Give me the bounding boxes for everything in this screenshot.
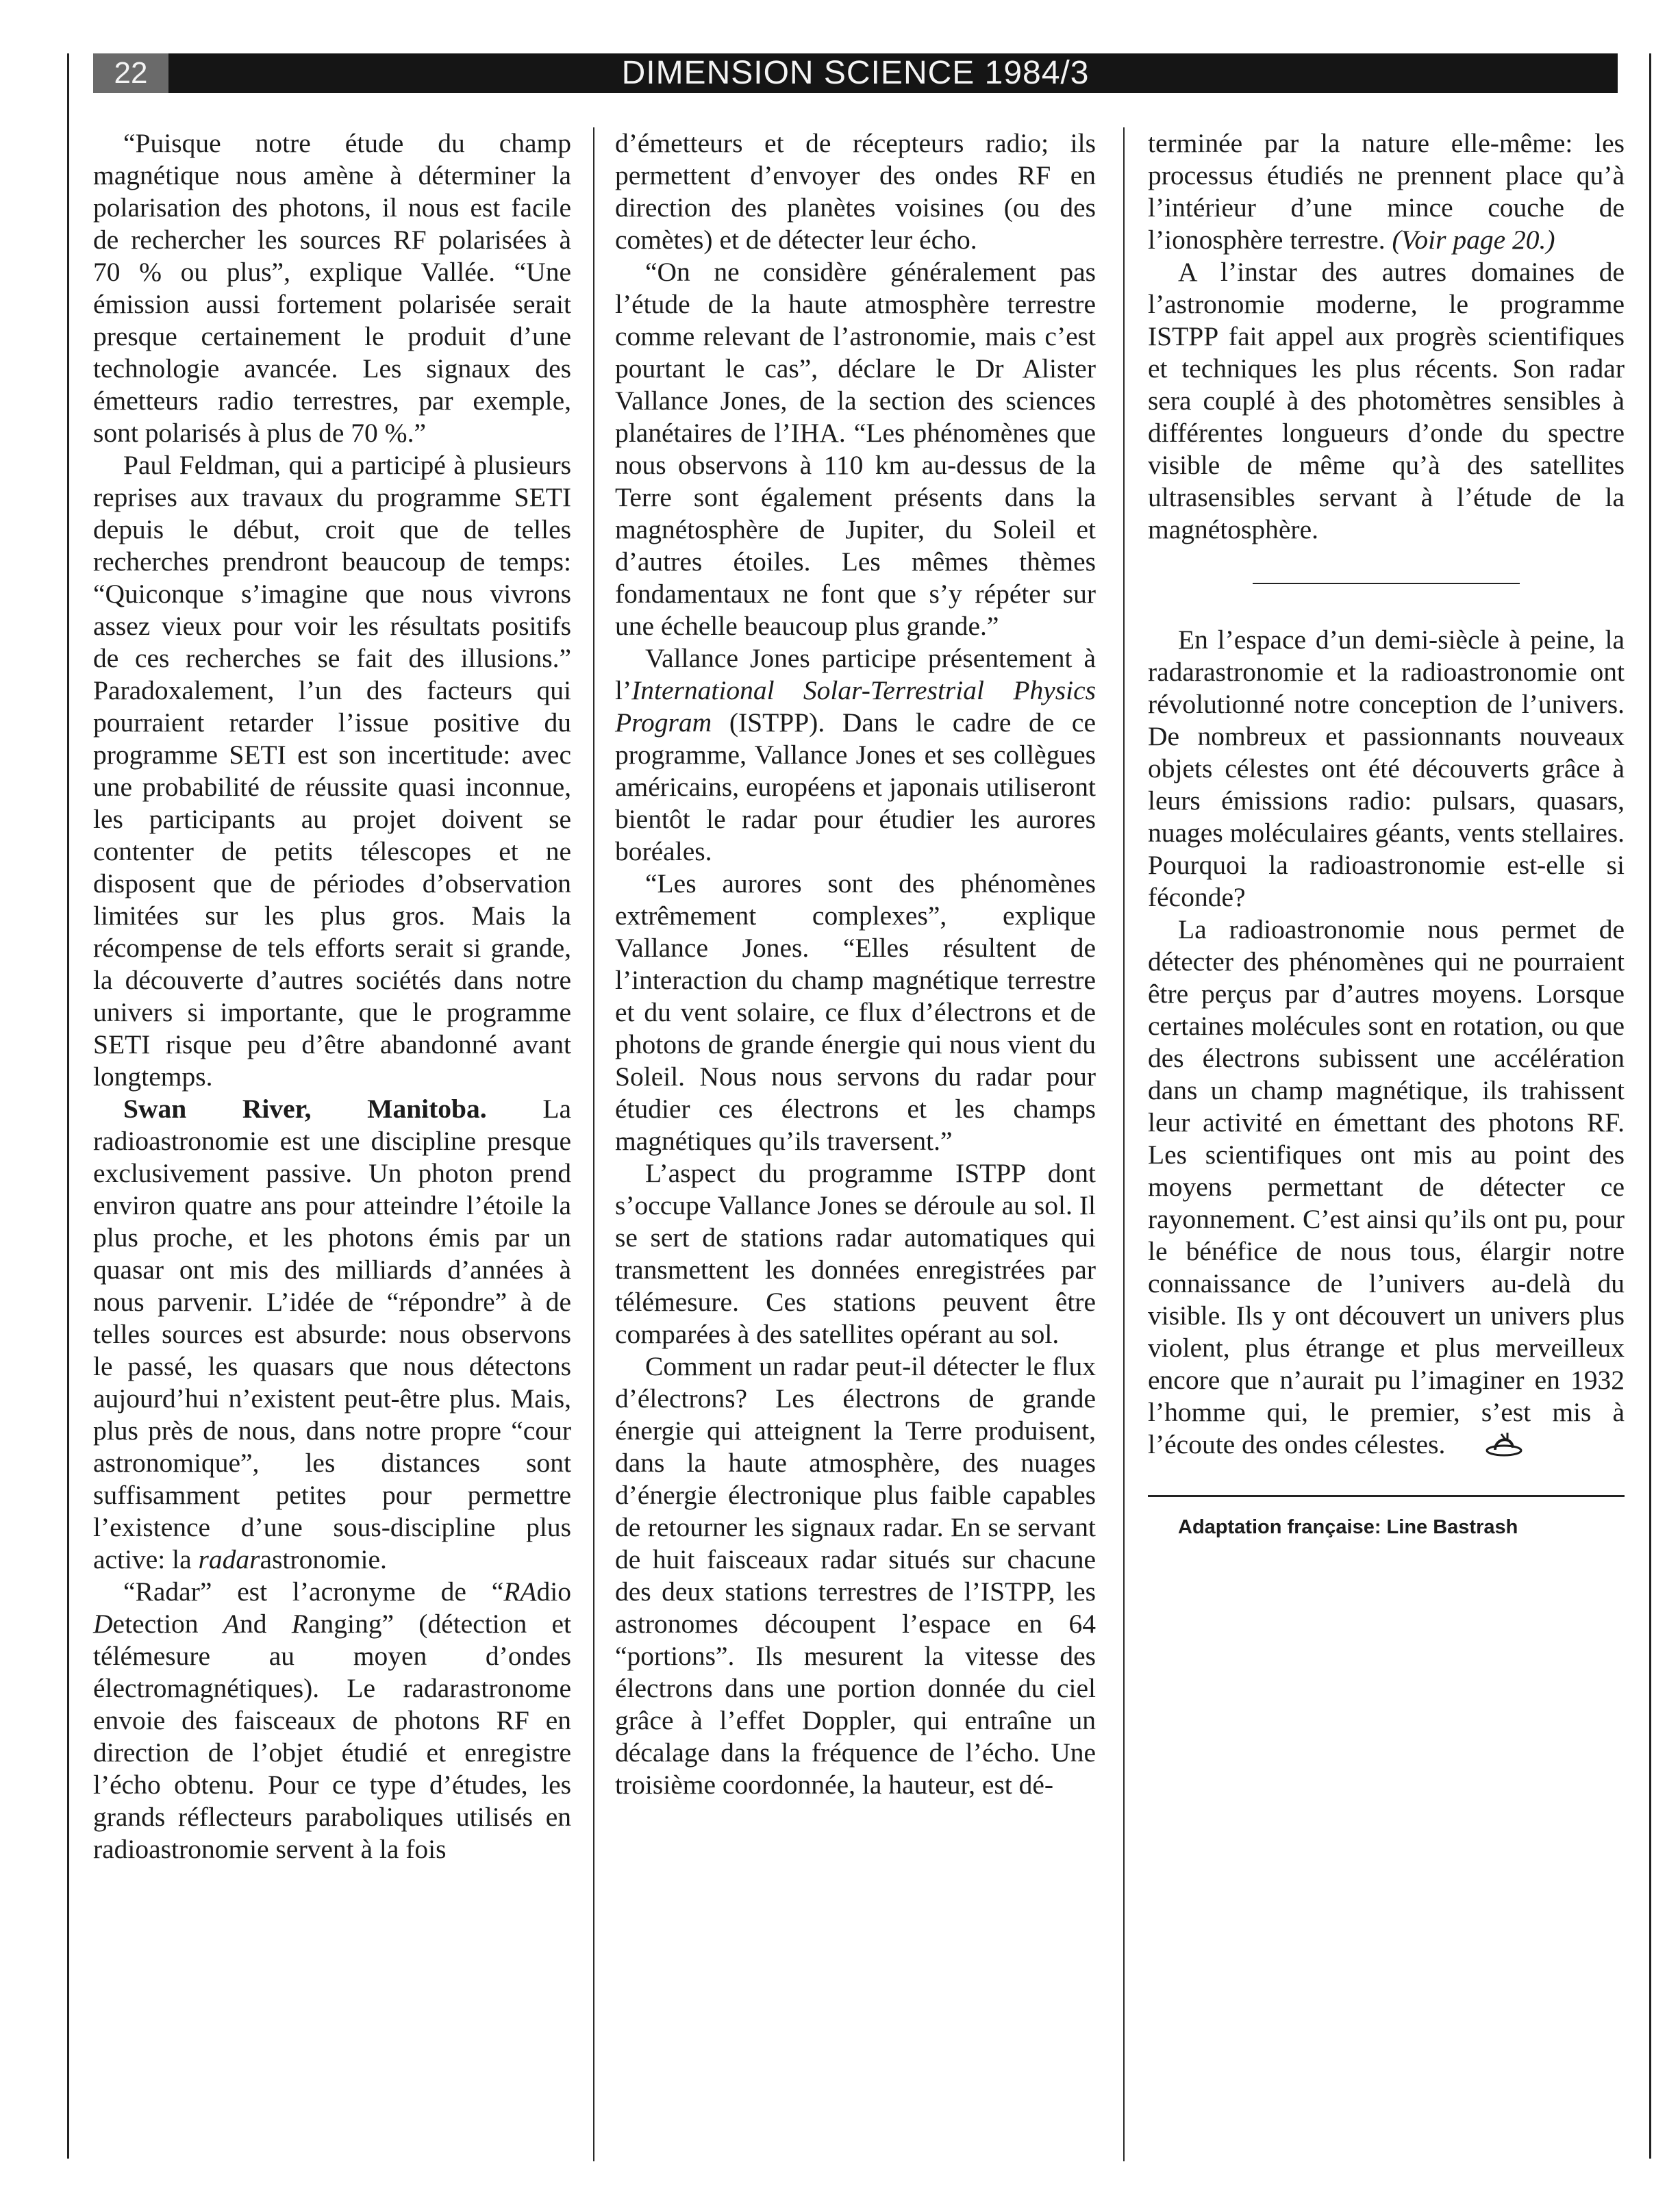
paragraph: d’émetteurs et de récepteurs radio; ils permettent d’envoyer des ondes RF en direction des planètes voisines (ou des comètes) et de détecter leur écho. (615, 128, 1096, 255)
article-column-1 (93, 127, 571, 1865)
section-divider (1253, 583, 1520, 584)
paragraph: Swan River, Manitoba. La radioastronomie est une discipline presque exclusivement passive. Un photon prend environ quatre ans pour atteindre l’étoile la plus proche, et les photons émis par un quasar ont mis des milliards d’années à nous parvenir. L’idée de “répondre” à de telles sources est absurde: nous observons le passé, les quasars que nous détectons aujourd’hui n’existent peut-être plus. Mais, plus près de nous, dans notre propre “cour astronomique”, les distances sont suffisamment petites pour permettre l’existence d’une sous-discipline plus active: la radarastronomie. (93, 1094, 571, 1574)
running-header (93, 53, 1618, 93)
paragraph: Vallance Jones participe présentement à l’International Solar-Terrestrial Physics Program (ISTPP). Dans le cadre de ce programme, Vallance Jones et ses collègues américains, européens et japonais utiliseront bientôt le radar pour étudier les aurores boréales. (615, 643, 1096, 866)
translation-credit: Adaptation française: Line Bastrash (1178, 1516, 1518, 1538)
paragraph: Paul Feldman, qui a participé à plusieurs reprises aux travaux du programme SETI depuis le début, croit que de telles recherches prendront beaucoup de temps: “Quiconque s’imagine que nous vivrons assez vieux pour voir les résultats positifs de ces recherches se fait des illusions.” Paradoxalement, l’un des facteurs qui pourraient retarder l’issue positive du programme SETI est son incertitude: avec une probabilité de réussite quasi inconnue, les participants au projet doivent se contenter de petits télescopes et ne disposent que de périodes d’observation limitées sur les plus gros. Mais la récompense de tels efforts serait si grande, la découverte d’autres sociétés dans notre univers si importante, que le programme SETI risque peu d’être abandonné avant longtemps. (93, 450, 571, 1092)
paragraph: terminée par la nature elle-même: les processus étudiés ne prennent place qu’à l’intérieur d’une mince couche de l’ionosphère terrestre. (Voir page 20.) (1148, 128, 1625, 255)
article-column-3 (1148, 127, 1625, 1539)
column-divider (1123, 127, 1125, 2161)
paragraph: La radioastronomie nous permet de détecter des phénomènes qui ne pourraient être perçus par d’autres moyens. Lorsque certaines molécules sont en rotation, ou que des électrons subissent une accélération dans un champ magnétique, ils trahissent leur activité en émettant des photons RF. Les scientifiques ont mis au point des moyens permettant de détecter ce rayonnement. C’est ainsi qu’ils ont pu, pour le bénéfice de nous tous, élargir notre connaissance de l’univers au-delà du visible. Ils y ont découvert un univers plus violent, plus étrange et plus merveilleux encore que n’aurait pu l’imaginer en 1932 l’homme qui, le premier, s’est mis à l’écoute des ondes célestes. (1148, 914, 1625, 1465)
paragraph: A l’instar des autres domaines de l’astronomie moderne, le programme ISTPP fait appel aux progrès scientifiques et techniques les plus récents. Son radar sera couplé à des photomètres sensibles à différentes longueurs d’onde du spectre visible de même qu’à des satellites ultrasensibles servant à l’étude de la magnétosphère. (1148, 257, 1625, 544)
end-of-article-logo-icon (1455, 1430, 1523, 1465)
paragraph: “On ne considère généralement pas l’étude de la haute atmosphère terrestre comme relevant de l’astronomie, mais c’est pourtant le cas”, déclare le Dr Alister Vallance Jones, de la section des sciences planétaires de l’IHA. “Les phénomènes que nous observons à 110 km au-dessus de la Terre sont également présents dans la magnétosphère de Jupiter, du Soleil et d’autres étoiles. Les mêmes thèmes fondamentaux ne font que s’y répéter sur une échelle beaucoup plus grande.” (615, 257, 1096, 641)
page-border-left (67, 53, 69, 2159)
credit-rule (1148, 1495, 1625, 1497)
paragraph: “Radar” est l’acronyme de “RAdio Detection And Ranging” (détection et télémesure au moyen d’ondes électromagnétiques). Le radarastronome envoie des faisceaux de photons RF en direction de l’objet étudié et enregistre l’écho obtenu. Pour ce type d’études, les grands réflecteurs paraboliques utilisés en radioastronomie servent à la fois (93, 1576, 571, 1864)
program-name: International Solar-Terrestrial Physics Program (615, 675, 1096, 738)
paragraph: En l’espace d’un demi-siècle à peine, la radarastronomie et la radioastronomie ont révolutionné notre conception de l’univers. De nombreux et passionnants nouveaux objets célestes ont été découverts grâce à leurs émissions radio: pulsars, quasars, nuages moléculaires géants, vents stellaires. Pourquoi la radioastronomie est-elle si féconde? (1148, 625, 1625, 912)
publication-title: DIMENSION SCIENCE 1984/3 (621, 55, 1090, 91)
page-reference: (Voir page 20.) (1392, 225, 1555, 255)
page-border-right (1649, 53, 1651, 2159)
paragraph: L’aspect du programme ISTPP dont s’occupe Vallance Jones se déroule au sol. Il se sert de stations radar automatiques qui transmettent les données enregistrées par télémesure. Ces stations peuvent être comparées à des satellites opérant au sol. (615, 1158, 1096, 1349)
column-divider (593, 127, 594, 2161)
section-lead-in: Swan River, Manitoba. (123, 1094, 487, 1124)
article-column-2 (615, 127, 1096, 1801)
paragraph: “Puisque notre étude du champ magnétique nous amène à déterminer la polarisation des photons, il nous est facile de rechercher les sources RF polarisées à 70 % ou plus”, explique Vallée. “Une émission aussi fortement polarisée serait presque certainement le produit d’une technologie avancée. Les signaux des émetteurs radio terrestres, par exemple, sont polarisés à plus de 70 %.” (93, 128, 571, 448)
page-number: 22 (93, 53, 168, 93)
paragraph: Comment un radar peut-il détecter le flux d’électrons? Les électrons de grande énergie qui atteignent la Terre produisent, dans la haute atmosphère, des nuages d’énergie électronique plus faible capables de retourner les signaux radar. En se servant de huit faisceaux radar situés sur chacune des deux stations terrestres de l’ISTPP, les astronomes découpent l’espace en 64 “portions”. Ils mesurent la vitesse des électrons dans une portion donnée du ciel grâce à l’effet Doppler, qui entraîne un décalage dans la fréquence de l’écho. Une troisième coordonnée, la hauteur, est dé- (615, 1351, 1096, 1800)
paragraph: “Les aurores sont des phénomènes extrêmement complexes”, explique Vallance Jones. “Elles résultent de l’interaction du champ magnétique terrestre et du vent solaire, ce flux d’électrons et de photons de grande énergie qui nous vient du Soleil. Nous nous servons du radar pour étudier ces électrons et les champs magnétiques qu’ils traversent.” (615, 868, 1096, 1156)
